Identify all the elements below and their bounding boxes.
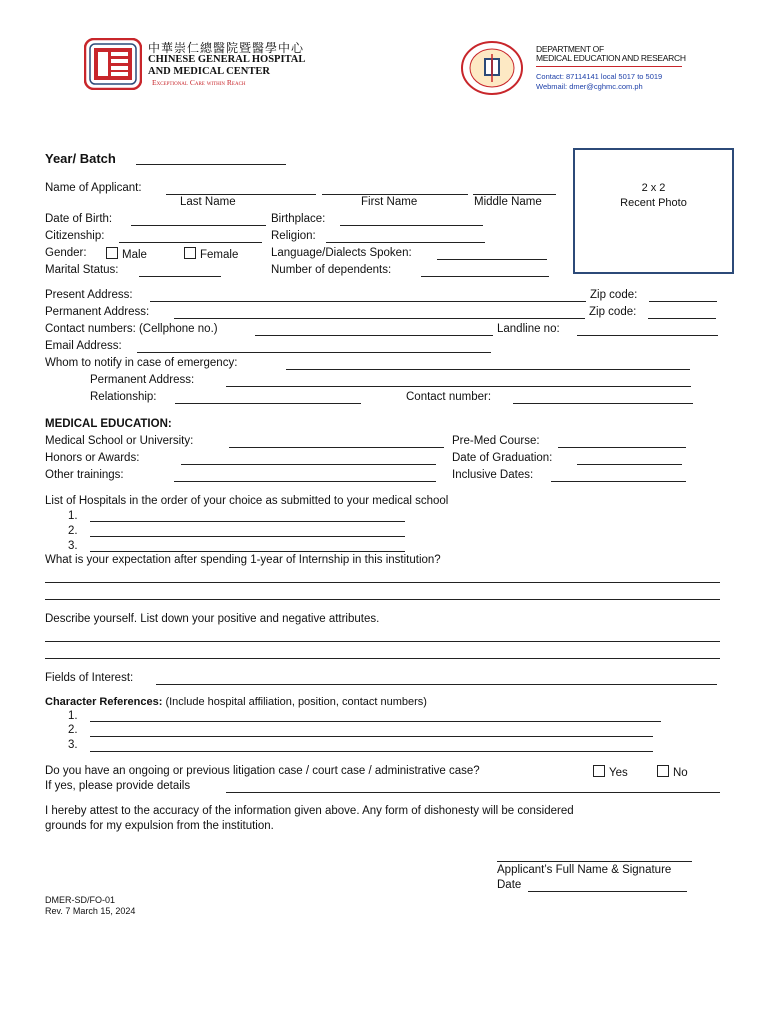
citizenship-label: Citizenship: xyxy=(45,230,105,242)
fields-interest-field[interactable] xyxy=(156,684,717,685)
dept-webmail: Webmail: dmer@cghmc.com.ph xyxy=(536,82,643,91)
religion-label: Religion: xyxy=(271,230,316,242)
emergency-contact-field[interactable] xyxy=(513,403,693,404)
ref-2-number: 2. xyxy=(68,724,78,736)
dependents-label: Number of dependents: xyxy=(271,264,392,276)
photo-box xyxy=(573,148,734,274)
inclusive-dates-label: Inclusive Dates: xyxy=(452,469,534,481)
signature-label: Applicant’s Full Name & Signature xyxy=(497,864,672,876)
premed-label: Pre-Med Course: xyxy=(452,435,540,447)
male-label: Male xyxy=(122,249,147,261)
emergency-label: Whom to notify in case of emergency: xyxy=(45,357,238,369)
hospital-2-number: 2. xyxy=(68,525,78,537)
gender-label: Gender: xyxy=(45,247,87,259)
ref-1-field[interactable] xyxy=(90,721,661,722)
dob-label: Date of Birth: xyxy=(45,213,113,225)
yes-checkbox[interactable] xyxy=(593,765,605,777)
dept-divider xyxy=(536,66,682,67)
middle-name-caption: Middle Name xyxy=(474,196,542,208)
birthplace-field[interactable] xyxy=(340,225,483,226)
middle-name-field[interactable] xyxy=(473,194,556,195)
medical-education-heading: MEDICAL EDUCATION: xyxy=(45,418,172,430)
char-ref-note: (Include hospital affiliation, position, contact numbers) xyxy=(165,696,427,708)
honors-label: Honors or Awards: xyxy=(45,452,140,464)
email-label: Email Address: xyxy=(45,340,122,352)
last-name-field[interactable] xyxy=(166,194,316,195)
describe-field-2[interactable] xyxy=(45,658,720,659)
inclusive-dates-field[interactable] xyxy=(551,481,686,482)
female-label: Female xyxy=(200,249,239,261)
language-field[interactable] xyxy=(437,259,547,260)
yes-option[interactable] xyxy=(593,765,628,779)
hospital-name-line2: AND MEDICAL CENTER xyxy=(148,66,270,77)
date-field[interactable] xyxy=(528,891,687,892)
hospital-logo xyxy=(84,38,142,90)
landline-field[interactable] xyxy=(577,335,718,336)
expectation-label: What is your expectation after spending 1-year of Internship in this institution? xyxy=(45,554,441,566)
hospital-3-number: 3. xyxy=(68,540,78,552)
other-trainings-field[interactable] xyxy=(174,481,436,482)
describe-field-1[interactable] xyxy=(45,641,720,642)
if-yes-label: If yes, please provide details xyxy=(45,780,191,792)
year-batch-label: Year/ Batch xyxy=(45,151,116,166)
honors-field[interactable] xyxy=(181,464,436,465)
present-zip-label: Zip code: xyxy=(590,289,638,301)
emergency-contact-label: Contact number: xyxy=(406,391,492,403)
present-zip-field[interactable] xyxy=(649,301,717,302)
other-trainings-label: Other trainings: xyxy=(45,469,124,481)
no-option[interactable] xyxy=(657,765,688,779)
emergency-address-field[interactable] xyxy=(226,386,691,387)
hospital-1-field[interactable] xyxy=(90,521,405,522)
hospitals-list-label: List of Hospitals in the order of your choice as submitted to your medical school xyxy=(45,495,449,507)
female-checkbox[interactable] xyxy=(184,247,196,259)
hospital-2-field[interactable] xyxy=(90,536,405,537)
if-yes-field[interactable] xyxy=(226,792,720,793)
permanent-zip-label: Zip code: xyxy=(589,306,637,318)
expectation-field-2[interactable] xyxy=(45,599,720,600)
ref-3-number: 3. xyxy=(68,739,78,751)
marital-field[interactable] xyxy=(139,276,221,277)
fields-interest-label: Fields of Interest: xyxy=(45,672,134,684)
cellphone-field[interactable] xyxy=(255,335,493,336)
landline-label: Landline no: xyxy=(497,323,560,335)
dob-field[interactable] xyxy=(131,225,266,226)
permanent-address-field[interactable] xyxy=(174,318,585,319)
hospital-tagline: Exceptional Care within Reach xyxy=(152,78,246,87)
no-label: No xyxy=(673,767,688,779)
female-option[interactable] xyxy=(184,247,238,261)
date-label: Date xyxy=(497,879,522,891)
dept-contact: Contact: 87114141 local 5017 to 5019 xyxy=(536,72,663,81)
department-seal xyxy=(460,40,524,96)
present-address-field[interactable] xyxy=(150,301,586,302)
first-name-field[interactable] xyxy=(322,194,468,195)
male-checkbox[interactable] xyxy=(106,247,118,259)
marital-label: Marital Status: xyxy=(45,264,119,276)
char-ref-bold: Character References: xyxy=(45,696,163,708)
religion-field[interactable] xyxy=(326,242,485,243)
photo-label: Recent Photo xyxy=(620,197,687,209)
char-ref-heading xyxy=(45,696,427,708)
year-batch-field[interactable] xyxy=(136,164,286,165)
permanent-address-label: Permanent Address: xyxy=(45,306,150,318)
male-option[interactable] xyxy=(106,247,147,261)
dept-title-line2: MEDICAL EDUCATION AND RESEARCH xyxy=(536,53,686,63)
relationship-field[interactable] xyxy=(175,403,361,404)
permanent-zip-field[interactable] xyxy=(648,318,716,319)
dept-title-line1: DEPARTMENT OF xyxy=(536,44,604,54)
graduation-field[interactable] xyxy=(577,464,682,465)
emergency-address-label: Permanent Address: xyxy=(90,374,195,386)
litigation-label: Do you have an ongoing or previous litigation case / court case / administrative case? xyxy=(45,765,480,777)
birthplace-label: Birthplace: xyxy=(271,213,326,225)
citizenship-field[interactable] xyxy=(119,242,262,243)
signature-field[interactable] xyxy=(497,861,692,862)
yes-label: Yes xyxy=(609,767,628,779)
name-label: Name of Applicant: xyxy=(45,182,142,194)
email-field[interactable] xyxy=(137,352,491,353)
hospital-1-number: 1. xyxy=(68,510,78,522)
describe-label: Describe yourself. List down your positive and negative attributes. xyxy=(45,613,380,625)
hospital-name-line1: CHINESE GENERAL HOSPITAL xyxy=(148,54,306,65)
present-address-label: Present Address: xyxy=(45,289,133,301)
hospital-3-field[interactable] xyxy=(90,551,405,552)
form-revision: Rev. 7 March 15, 2024 xyxy=(45,906,136,916)
photo-size: 2 x 2 xyxy=(641,182,666,194)
language-label: Language/Dialects Spoken: xyxy=(271,247,412,259)
attest-line1: I hereby attest to the accuracy of the information given above. Any form of dishonesty will be considered xyxy=(45,805,574,817)
emergency-field[interactable] xyxy=(286,369,690,370)
attest-line2: grounds for my expulsion from the institution. xyxy=(45,820,274,832)
contact-numbers-label: Contact numbers: (Cellphone no.) xyxy=(45,323,218,335)
expectation-field-1[interactable] xyxy=(45,582,720,583)
graduation-label: Date of Graduation: xyxy=(452,452,553,464)
dependents-field[interactable] xyxy=(421,276,549,277)
first-name-caption: First Name xyxy=(361,196,418,208)
relationship-label: Relationship: xyxy=(90,391,157,403)
no-checkbox[interactable] xyxy=(657,765,669,777)
ref-1-number: 1. xyxy=(68,710,78,722)
ref-3-field[interactable] xyxy=(90,751,653,752)
last-name-caption: Last Name xyxy=(180,196,236,208)
hospital-chinese-name: 中華崇仁總醫院暨醫學中心 xyxy=(148,41,305,55)
med-school-label: Medical School or University: xyxy=(45,435,194,447)
premed-field[interactable] xyxy=(558,447,686,448)
med-school-field[interactable] xyxy=(229,447,444,448)
ref-2-field[interactable] xyxy=(90,736,653,737)
form-code: DMER-SD/FO-01 xyxy=(45,895,116,905)
